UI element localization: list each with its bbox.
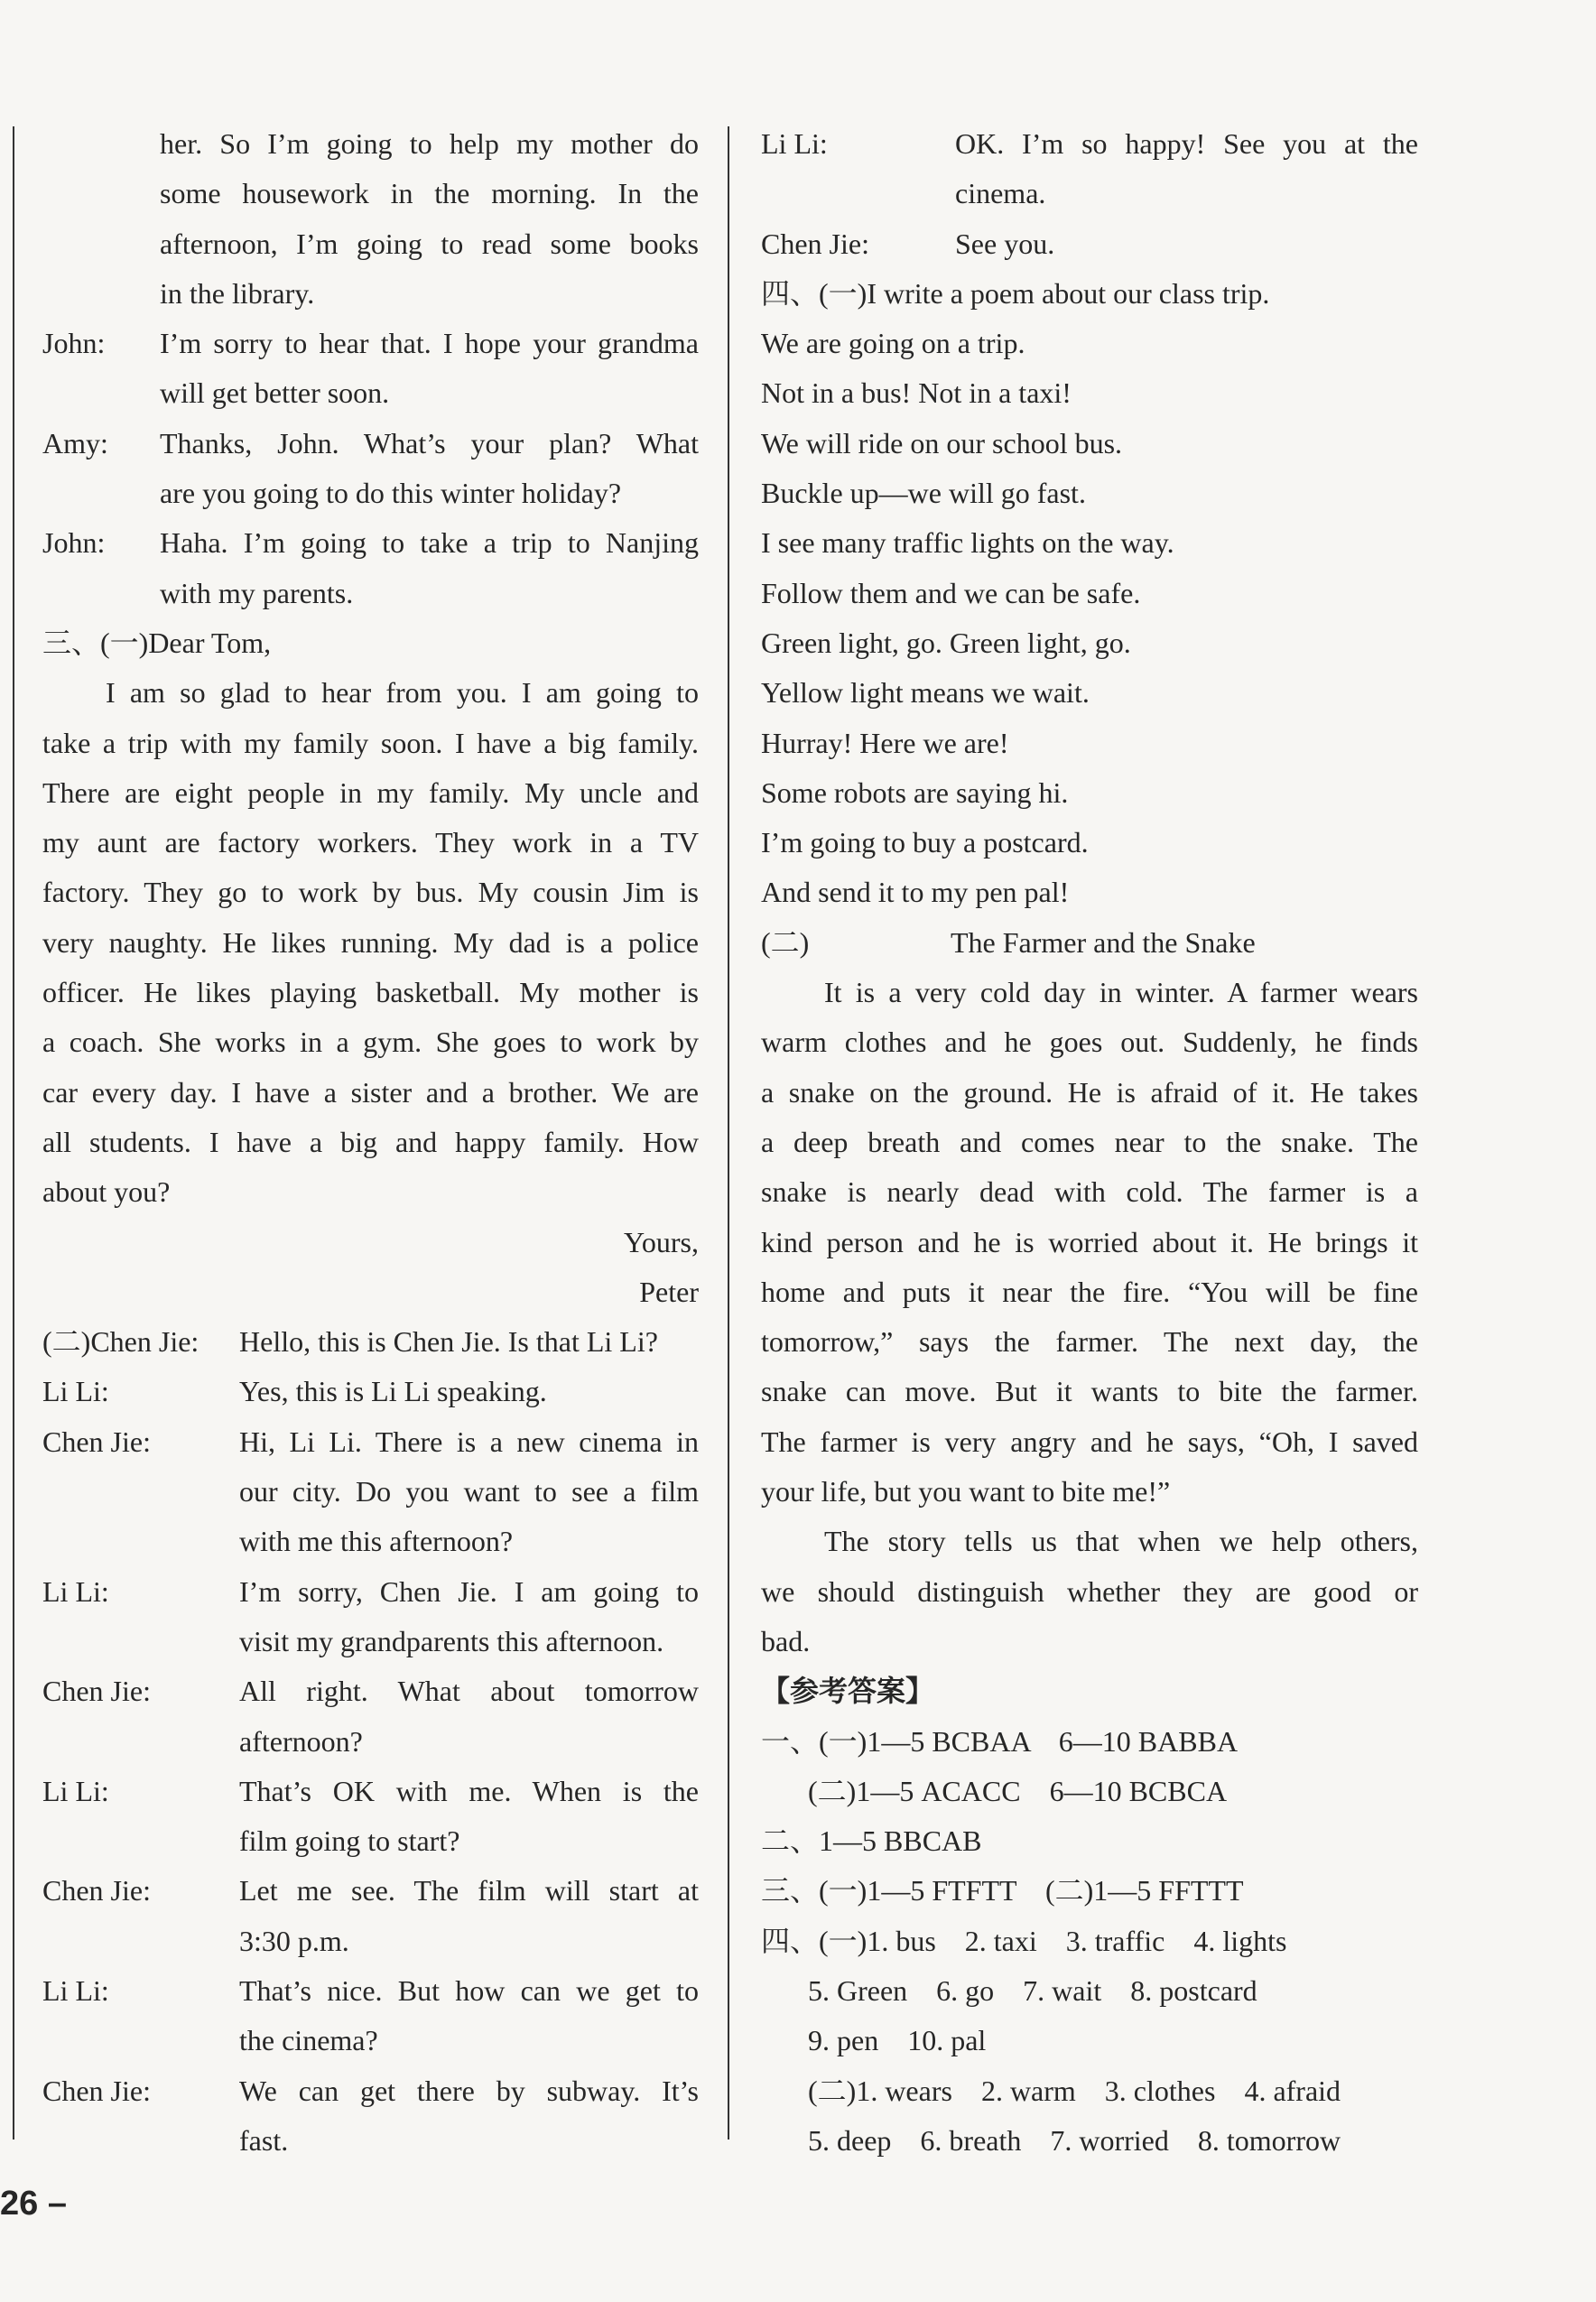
- answer-line: (二)1—5 ACACC 6—10 BCBCA: [808, 1774, 1228, 1807]
- dialogue-line: That’s nice. But how can we get to: [239, 1973, 699, 2007]
- answer-line: 四、(一)1. bus 2. taxi 3. traffic 4. lights: [761, 1924, 1287, 1957]
- poem-line: We are going on a trip.: [761, 327, 1025, 360]
- story-line: a deep breath and comes near to the snake. The: [761, 1125, 1418, 1158]
- speaker-label: Chen Jie:: [42, 1874, 151, 1908]
- letter-line: take a trip with my family soon. I have a big family.: [42, 726, 699, 759]
- dialogue-turn-john: [42, 319, 699, 419]
- dialogue-continuation: afternoon, I’m going to read some books: [160, 227, 699, 260]
- speaker-label: Li Li:: [42, 1774, 109, 1807]
- dialogue-line: I’m sorry to hear that. I hope your grandma: [160, 327, 699, 360]
- left-column: [42, 119, 699, 2166]
- speaker-label: John:: [42, 327, 106, 360]
- letter-signer: Peter: [639, 1275, 699, 1308]
- dialogue-continuation: some housework in the morning. In the: [160, 177, 699, 210]
- page-number: 26 –: [0, 2185, 67, 2223]
- answer-line: 9. pen 10. pal: [808, 2024, 987, 2057]
- dialogue-line: 3:30 p.m.: [239, 1924, 349, 1957]
- speaker-label: Li Li:: [761, 127, 828, 160]
- letter-line: my aunt are factory workers. They work in a TV: [42, 826, 699, 859]
- story-line: your life, but you want to bite me!”: [761, 1475, 1171, 1508]
- dialogue-turn-li-li: [42, 1767, 699, 1867]
- dialogue-line: OK. I’m so happy! See you at the: [955, 127, 1418, 160]
- answer-line: (二)1. wears 2. warm 3. clothes 4. afraid: [808, 2074, 1341, 2107]
- dialogue-line: with my parents.: [160, 576, 354, 609]
- story-heading: [761, 918, 1418, 968]
- answer-line: 二、1—5 BBCAB: [761, 1824, 982, 1858]
- letter-heading: 三、(一)Dear Tom,: [42, 626, 272, 659]
- answer-line: 一、(一)1—5 BCBAA 6—10 BABBA: [761, 1724, 1239, 1758]
- poem-line: Some robots are saying hi.: [761, 775, 1069, 809]
- poem-line: I’m going to buy a postcard.: [761, 826, 1089, 859]
- story-line: warm clothes and he goes out. Suddenly, he finds: [761, 1026, 1418, 1059]
- dialogue-turn-chen-jie: [761, 219, 1418, 269]
- speaker-label: Chen Jie:: [42, 1675, 151, 1708]
- right-column: [761, 119, 1418, 2166]
- answers-heading: 【参考答案】: [761, 1675, 935, 1708]
- poem-line: Buckle up—we will go fast.: [761, 477, 1086, 510]
- letter-line: about you?: [42, 1175, 171, 1209]
- dialogue-turn-chen-jie: [42, 1417, 699, 1567]
- letter-line: factory. They go to work by bus. My cousin Jim is: [42, 876, 699, 909]
- dialogue-turn-li-li: [42, 1567, 699, 1667]
- story-line: home and puts it near the fire. “You will be fine: [761, 1275, 1418, 1308]
- dialogue-turn-li-li: [42, 1966, 699, 2066]
- letter-line: car every day. I have a sister and a brother. We are: [42, 1075, 699, 1109]
- column-divider: [728, 126, 729, 2140]
- poem-line: We will ride on our school bus.: [761, 426, 1123, 459]
- story-line: snake can move. But it wants to bite the farmer.: [761, 1375, 1418, 1408]
- moral-line: we should distinguish whether they are good or: [761, 1574, 1418, 1608]
- dialogue-line: the cinema?: [239, 2024, 378, 2057]
- answer-line: 5. Green 6. go 7. wait 8. postcard: [808, 1973, 1257, 2007]
- moral-line: bad.: [761, 1624, 811, 1657]
- moral-line: The story tells us that when we help others,: [824, 1525, 1418, 1558]
- letter-line: all students. I have a big and happy family. How: [42, 1125, 699, 1158]
- poem-line: Not in a bus! Not in a taxi!: [761, 376, 1072, 410]
- story-line: tomorrow,” says the farmer. The next day, the: [761, 1325, 1418, 1359]
- letter-line: I am so glad to hear from you. I am going to: [106, 676, 699, 710]
- speaker-label: Amy:: [42, 426, 108, 459]
- dialogue-line: our city. Do you want to see a film: [239, 1475, 699, 1508]
- dialogue-line: will get better soon.: [160, 376, 390, 410]
- dialogue-line: fast.: [239, 2123, 289, 2157]
- speaker-label: John:: [42, 526, 106, 560]
- story-title: The Farmer and the Snake: [951, 925, 1256, 959]
- dialogue-turn-li-li: [42, 1367, 699, 1416]
- dialogue-line: film going to start?: [239, 1824, 460, 1858]
- dialogue-line: cinema.: [955, 177, 1046, 210]
- dialogue-turn-chen-jie: [42, 1866, 699, 1966]
- speaker-label: Li Li:: [42, 1574, 109, 1608]
- story-label: (二): [761, 925, 810, 959]
- answer-line: 5. deep 6. breath 7. worried 8. tomorrow: [808, 2123, 1341, 2157]
- letter-closing: Yours,: [623, 1225, 699, 1258]
- dialogue-turn-li-li: [761, 119, 1418, 219]
- letter-line: very naughty. He likes running. My dad is a police: [42, 925, 699, 959]
- poem-line: Yellow light means we wait.: [761, 676, 1090, 710]
- dialogue-line: Yes, this is Li Li speaking.: [239, 1375, 547, 1408]
- story-line: The farmer is very angry and he says, “Oh, I saved: [761, 1425, 1418, 1458]
- dialogue-line: Haha. I’m going to take a trip to Nanjing: [160, 526, 699, 560]
- dialogue-line: I’m sorry, Chen Jie. I am going to: [239, 1574, 699, 1608]
- left-margin-rule: [13, 126, 14, 2140]
- answer-line: 三、(一)1—5 FTFTT (二)1—5 FFTTT: [761, 1874, 1244, 1908]
- story-line: a snake on the ground. He is afraid of it. He takes: [761, 1075, 1418, 1109]
- speaker-label: Li Li:: [42, 1375, 109, 1408]
- dialogue-turn-john: [42, 518, 699, 618]
- dialogue-line: That’s OK with me. When is the: [239, 1774, 699, 1807]
- dialogue-continuation: in the library.: [160, 276, 315, 310]
- speaker-label: Chen Jie:: [42, 2074, 151, 2107]
- poem-line: Follow them and we can be safe.: [761, 576, 1141, 609]
- dialogue-turn-chen-jie: [42, 1317, 699, 1367]
- speaker-label: Chen Jie:: [42, 1425, 151, 1458]
- poem-heading: 四、(一)I write a poem about our class trip.: [761, 276, 1270, 310]
- letter-line: officer. He likes playing basketball. My mother is: [42, 976, 699, 1009]
- letter-line: a coach. She works in a gym. She goes to work by: [42, 1026, 699, 1059]
- dialogue-line: Hi, Li Li. There is a new cinema in: [239, 1425, 699, 1458]
- letter-line: There are eight people in my family. My uncle and: [42, 775, 699, 809]
- story-line: kind person and he is worried about it. He brings it: [761, 1225, 1418, 1258]
- speaker-label: Li Li:: [42, 1973, 109, 2007]
- dialogue-line: All right. What about tomorrow: [239, 1675, 699, 1708]
- poem-line: Green light, go. Green light, go.: [761, 626, 1131, 659]
- poem-line: And send it to my pen pal!: [761, 876, 1070, 909]
- poem-line: I see many traffic lights on the way.: [761, 526, 1174, 560]
- speaker-label: Chen Jie:: [761, 227, 869, 260]
- dialogue-turn-chen-jie: [42, 2066, 699, 2167]
- dialogue-turn-amy: [42, 419, 699, 519]
- dialogue-line: We can get there by subway. It’s: [239, 2074, 699, 2107]
- dialogue-turn-chen-jie: [42, 1666, 699, 1767]
- dialogue-continuation: her. So I’m going to help my mother do: [160, 127, 699, 160]
- story-line: It is a very cold day in winter. A farmer wears: [824, 976, 1418, 1009]
- dialogue-line: Let me see. The film will start at: [239, 1874, 699, 1908]
- dialogue-line: visit my grandparents this afternoon.: [239, 1624, 664, 1657]
- speaker-label: (二)Chen Jie:: [42, 1325, 200, 1359]
- dialogue-line: afternoon?: [239, 1724, 363, 1758]
- story-line: snake is nearly dead with cold. The farmer is a: [761, 1175, 1418, 1209]
- dialogue-line: See you.: [955, 227, 1055, 260]
- dialogue-line: Hello, this is Chen Jie. Is that Li Li?: [239, 1325, 658, 1359]
- poem-line: Hurray! Here we are!: [761, 726, 1009, 759]
- dialogue-line: with me this afternoon?: [239, 1525, 514, 1558]
- dialogue-line: Thanks, John. What’s your plan? What: [160, 426, 699, 459]
- dialogue-line: are you going to do this winter holiday?: [160, 477, 622, 510]
